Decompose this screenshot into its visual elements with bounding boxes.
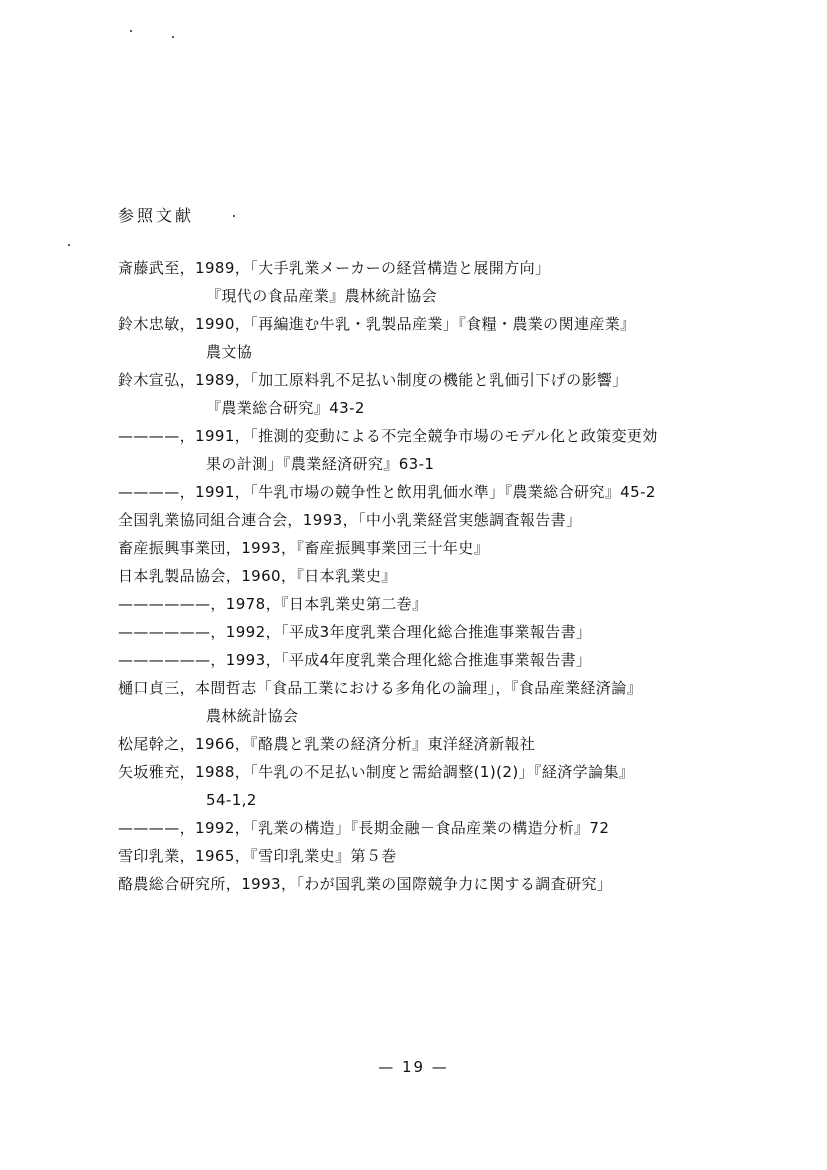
scan-speck [130, 30, 132, 32]
reference-entry: 斎藤武至，1989，「大手乳業メーカーの経営構造と展開方向」 [118, 259, 551, 277]
reference-entry: ——————，1992，「平成3年度乳業合理化総合推進事業報告書」 [118, 623, 592, 641]
scan-speck [68, 244, 70, 246]
reference-entry: 樋口貞三，本間哲志「食品工業における多角化の論理」，『食品産業経済論』 [118, 679, 643, 697]
reference-entry: ————，1991，「推測的変動による不完全競争市場のモデル化と政策変更効 [118, 427, 658, 445]
reference-entry: 雪印乳業，1965，『雪印乳業史』第５巻 [118, 847, 397, 865]
scan-speck [233, 215, 235, 217]
reference-continuation: 果の計測」『農業経済研究』63-1 [206, 455, 435, 473]
reference-entry: ————，1991，「牛乳市場の競争性と飲用乳価水準」『農業総合研究』45-2 [118, 483, 656, 501]
scan-speck [172, 36, 174, 38]
reference-continuation: 54-1,2 [206, 791, 257, 809]
reference-entry: 全国乳業協同組合連合会，1993，「中小乳業経営実態調査報告書」 [118, 511, 582, 529]
reference-entry: 酪農総合研究所，1993，「わが国乳業の国際競争力に関する調査研究」 [118, 875, 613, 893]
page-number: — 19 — [378, 1058, 449, 1076]
reference-continuation: 『農業総合研究』43-2 [206, 399, 365, 417]
references-heading: 参照文献 [118, 206, 195, 225]
reference-entry: ——————，1993，「平成4年度乳業合理化総合推進事業報告書」 [118, 651, 592, 669]
reference-entry: ——————，1978，『日本乳業史第二巻』 [118, 595, 428, 613]
reference-continuation: 農文協 [206, 343, 253, 361]
reference-continuation: 『現代の食品産業』農林統計協会 [206, 287, 438, 305]
reference-entry: 松尾幹之，1966，『酪農と乳業の経済分析』東洋経済新報社 [118, 735, 536, 753]
reference-entry: 畜産振興事業団，1993，『畜産振興事業団三十年史』 [118, 539, 490, 557]
reference-entry: 矢坂雅充，1988，「牛乳の不足払い制度と需給調整(1)(2)」『経済学論集』 [118, 763, 635, 781]
reference-entry: ————，1992，「乳業の構造」『長期金融－食品産業の構造分析』72 [118, 819, 610, 837]
reference-entry: 日本乳製品協会，1960，『日本乳業史』 [118, 567, 397, 585]
reference-entry: 鈴木宣弘，1989，「加工原料乳不足払い制度の機能と乳価引下げの影響」 [118, 371, 628, 389]
reference-continuation: 農林統計協会 [206, 707, 299, 725]
reference-entry: 鈴木忠敏，1990，「再編進む牛乳・乳製品産業」『食糧・農業の関連産業』 [118, 315, 636, 333]
